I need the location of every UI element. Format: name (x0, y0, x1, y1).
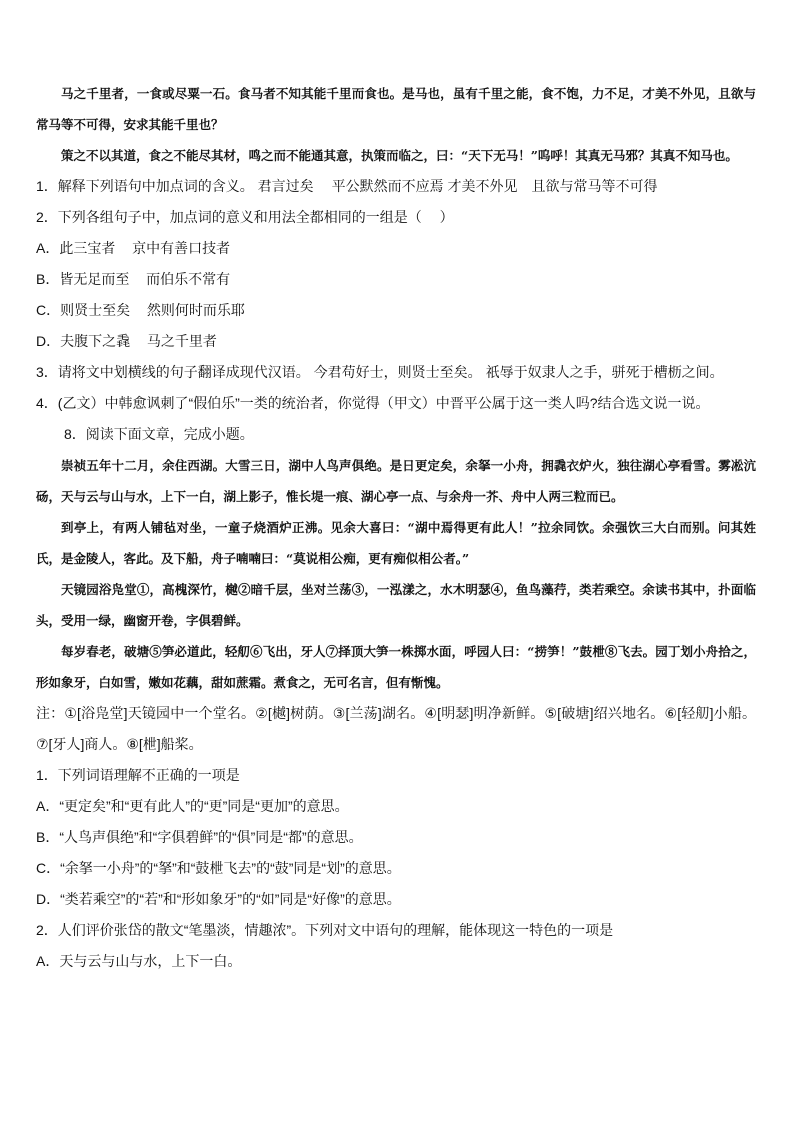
section8-option-b: B．“人鸟声俱绝”和“字俱碧鲜”的“俱”同是“都”的意思。 (36, 829, 363, 845)
option-a (36, 233, 756, 264)
option-d (36, 326, 756, 357)
section8-option-c: C．“余拏一小舟”的“拏”和“鼓枻飞去”的“鼓”同是“划”的意思。 (36, 860, 401, 876)
passage2-paragraph-2: 到亭上，有两人铺毡对坐，一童子烧酒炉正沸。见余大喜曰：“湖中焉得更有此人！”拉余同饮。余强饮三大白而别。问其姓氏，是金陵人，客此。及下船，舟子喃喃曰：“莫说相公痴，更有痴似相公者。” (36, 520, 756, 566)
option-d-label: D．夫腹下之毳 (36, 333, 131, 349)
question-1-define-words: 1．解释下列语句中加点词的含义。 君言过矣 平公默然而不应焉 才美不外见 且欲与常马等不可得 (36, 178, 658, 194)
option-c-text: 然则何时而乐耶 (146, 302, 245, 318)
section8-option-d: D．“类若乘空”的“若”和“形如象牙”的“如”同是“好像”的意思。 (36, 891, 401, 907)
option-c-label: C．则贤士至矣 (36, 302, 131, 318)
section8-question-1: 1．下列词语理解不正确的一项是 (36, 767, 240, 783)
option-d-text: 马之千里者 (146, 333, 217, 349)
passage1-paragraph-1: 马之千里者，一食或尽粟一石。食马者不知其能千里而食也。是马也，虽有千里之能，食不饱，力不足，才美不外见，且欲与常马等不可得，安求其能千里也？ (36, 86, 756, 132)
option-a-label: A．此三宝者 (36, 240, 116, 256)
question-4-discuss: 4．(乙文）中韩愈讽刺了“假伯乐”一类的统治者，你觉得（甲文）中晋平公属于这一类人吗?结合选文说一说。 (36, 395, 710, 411)
passage1-paragraph-2: 策之不以其道，食之不能尽其材，鸣之而不能通其意，执策而临之，曰：“天下无马！”呜呼！其真无马邪？其真不知马也。 (61, 148, 738, 163)
option-a-text: 京中有善口技者 (132, 240, 231, 256)
section8-option-a: A．“更定矣”和“更有此人”的“更”同是“更加”的意思。 (36, 798, 349, 814)
option-b (36, 264, 756, 295)
option-b-label: B．皆无足而至 (36, 271, 130, 287)
section8-question-2: 2．人们评价张岱的散文“笔墨淡，情趣浓”。下列对文中语句的理解，能体现这一特色的一项是 (36, 922, 614, 938)
passage2-paragraph-3: 天镜园浴凫堂①，高槐深竹，樾②暗千层，坐对兰荡③，一泓漾之，水木明瑟④，鱼鸟藻荇，类若乘空。余读书其中，扑面临头，受用一绿，幽窗开卷，字俱碧鲜。 (36, 582, 756, 628)
passage2-paragraph-4: 每岁春老，破塘⑤笋必道此，轻舠⑥飞出，牙人⑦择顶大笋一株掷水面，呼园人曰：“捞笋！”鼓枻⑧飞去。园丁划小舟拾之，形如象牙，白如雪，嫩如花藕，甜如蔗霜。煮食之，无可名言，但有惭愧。 (36, 644, 756, 690)
section8-question-2-option-a: A．天与云与山与水，上下一白。 (36, 953, 242, 969)
annotation-notes: 注：①[浴凫堂]天镜园中一个堂名。②[樾]树荫。③[兰荡]湖名。④[明瑟]明净新鲜。⑤[破塘]绍兴地名。⑥[轻舠]小船。⑦[牙人]商人。⑧[枻]船桨。 (36, 705, 756, 752)
section-8-heading: 8．阅读下面文章，完成小题。 (64, 426, 254, 442)
option-b-text: 而伯乐不常有 (146, 271, 231, 287)
question-3-translate: 3．请将文中划横线的句子翻译成现代汉语。 今君苟好士，则贤士至矣。 祇辱于奴隶人之手，骈死于槽枥之间。 (36, 364, 724, 380)
option-c (36, 295, 756, 326)
passage2-paragraph-1: 崇祯五年十二月，余住西湖。大雪三日，湖中人鸟声俱绝。是日更定矣，余拏一小舟，拥毳衣炉火，独往湖心亭看雪。雾凇沆砀，天与云与山与水，上下一白，湖上影子，惟长堤一痕、湖心亭一点、与余舟一芥、舟中人两三粒而已。 (36, 458, 756, 504)
question-2-choose-group: 2．下列各组句子中，加点词的意义和用法全都相同的一组是（ ） (36, 209, 454, 225)
